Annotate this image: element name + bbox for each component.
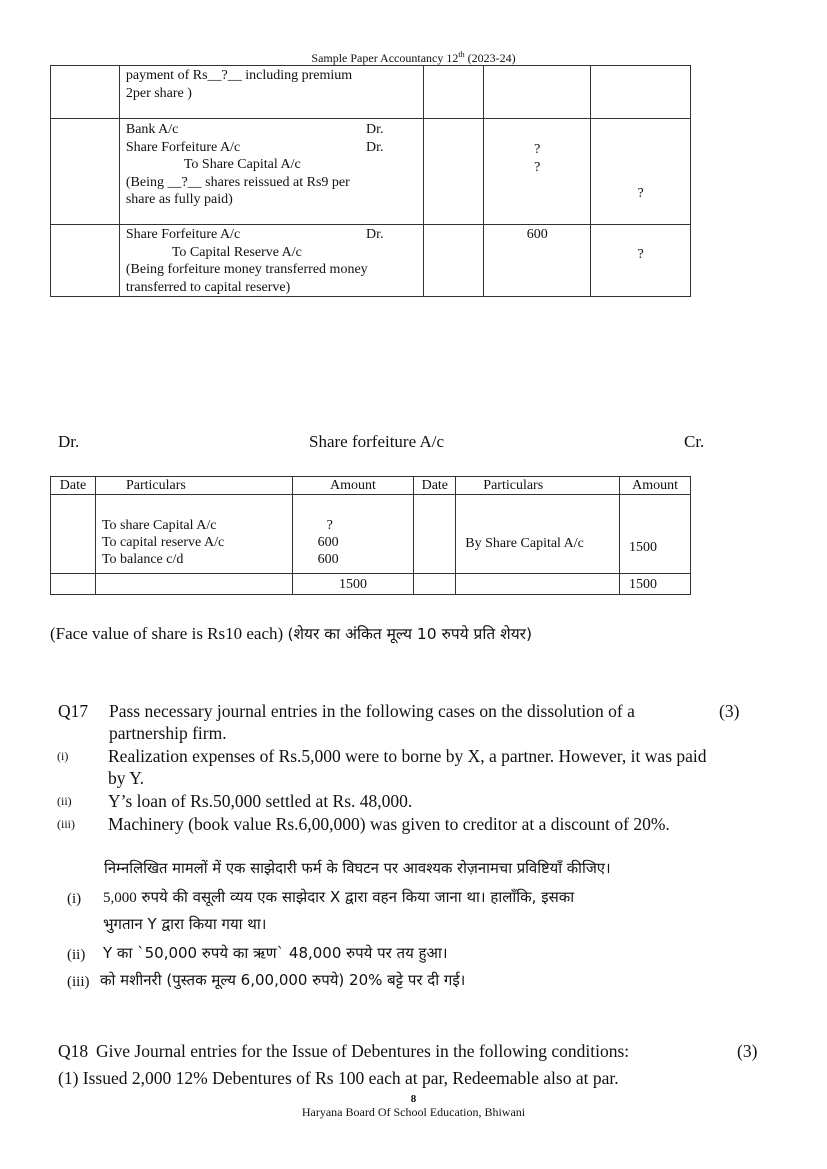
narration: transferred to capital reserve) bbox=[125, 279, 291, 295]
debit-amount: ? bbox=[534, 159, 541, 175]
entry-line: payment of Rs__?__ including premium bbox=[125, 68, 353, 83]
hindi-item-text: को मशीनरी (पुस्तक मूल्य 6,00,000 रुपये) 20% बट्टे पर दी गई। bbox=[100, 971, 466, 989]
account-name: To Capital Reserve A/c bbox=[171, 244, 302, 260]
ledger-header-row bbox=[51, 477, 691, 495]
ledger-particular: To share Capital A/c bbox=[101, 518, 217, 533]
ledger-table bbox=[50, 476, 691, 595]
question-number: Q17 bbox=[58, 701, 89, 721]
journal-table bbox=[50, 65, 691, 297]
hindi-item-number: (i) bbox=[67, 891, 82, 907]
narration: (Being __?__ shares reissued at Rs9 per bbox=[125, 174, 350, 190]
col-header: Amount bbox=[292, 477, 414, 495]
narration: (Being forfeiture money transferred money bbox=[125, 262, 368, 277]
cr-heading: Cr. bbox=[684, 432, 705, 451]
item-text: Machinery (book value Rs.6,00,000) was given to creditor at a discount of 20%. bbox=[108, 814, 670, 834]
debit-amount: ? bbox=[534, 142, 541, 157]
journal-row bbox=[51, 66, 691, 119]
entry-line: 2per share ) bbox=[125, 85, 192, 101]
account-title: Share forfeiture A/c bbox=[309, 432, 444, 451]
credit-amount: ? bbox=[637, 247, 644, 262]
item-number: (ii) bbox=[57, 794, 72, 808]
ledger-amount: 600 bbox=[317, 535, 339, 550]
dr-label: Dr. bbox=[365, 139, 384, 155]
ledger-amount: 1500 bbox=[629, 540, 658, 555]
debit-amount: 600 bbox=[526, 227, 548, 242]
account-name: Bank A/c bbox=[125, 122, 179, 137]
footer-board: Haryana Board Of School Education, Bhiwani bbox=[301, 1105, 526, 1119]
account-name: Share Forfeiture A/c bbox=[125, 227, 241, 242]
item-number: (iii) bbox=[57, 817, 75, 831]
dr-label: Dr. bbox=[365, 122, 384, 137]
page-header: Sample Paper Accountancy 12th (2023-24) bbox=[311, 50, 516, 65]
account-name: Share Forfeiture A/c bbox=[125, 139, 241, 155]
hindi-item-text: भुगतान Y द्वारा किया गया था। bbox=[103, 915, 267, 933]
item-number: (i) bbox=[57, 749, 69, 763]
question-marks: (3) bbox=[719, 701, 740, 721]
hindi-item-text: 5,000 रुपये की वसूली व्यय एक साझेदार X द्वारा वहन किया जाना था। हालाँकि, इसका bbox=[103, 888, 575, 906]
col-header: Particulars bbox=[456, 477, 620, 495]
question-text: Pass necessary journal entries in the following cases on the dissolution of a bbox=[109, 701, 635, 721]
col-header: Amount bbox=[620, 477, 691, 495]
journal-row bbox=[51, 225, 691, 297]
ledger-amount: ? bbox=[326, 518, 333, 533]
question-text: Give Journal entries for the Issue of Debentures in the following conditions: bbox=[96, 1041, 630, 1061]
col-header: Date bbox=[51, 477, 96, 495]
hindi-item-text: Y का `50,000 रुपये का ऋण` 48,000 रुपये पर तय हुआ। bbox=[103, 944, 448, 962]
item-text: Realization expenses of Rs.5,000 were to borne by X, a partner. However, it was paid bbox=[108, 746, 707, 766]
hindi-item-number: (ii) bbox=[67, 947, 86, 963]
col-header: Particulars bbox=[95, 477, 292, 495]
col-header: Date bbox=[414, 477, 456, 495]
question-number: Q18 bbox=[58, 1041, 89, 1061]
item-text: by Y. bbox=[108, 768, 144, 788]
face-value-note: (Face value of share is Rs10 each) (शेयर का अंकित मूल्य 10 रुपये प्रति शेयर) bbox=[50, 624, 533, 643]
question-text: partnership firm. bbox=[109, 723, 227, 743]
credit-amount: ? bbox=[637, 186, 644, 201]
ledger-body-row bbox=[51, 495, 691, 574]
page-number: 8 bbox=[410, 1093, 417, 1105]
hindi-item-number: (iii) bbox=[67, 974, 90, 990]
account-name: To Share Capital A/c bbox=[183, 157, 301, 172]
ledger-total: 1500 bbox=[292, 574, 414, 595]
ledger-amount: 600 bbox=[317, 552, 339, 567]
ledger-particular: To capital reserve A/c bbox=[101, 535, 225, 550]
ledger-total: 1500 bbox=[620, 574, 691, 595]
ledger-particular: By Share Capital A/c bbox=[465, 536, 584, 551]
ledger-total-row bbox=[51, 574, 691, 595]
ledger-particular: To balance c/d bbox=[101, 552, 184, 567]
journal-row bbox=[51, 119, 691, 225]
hindi-intro: निम्नलिखित मामलों में एक साझेदारी फर्म के विघटन पर आवश्यक रोज़नामचा प्रविष्टियाँ कीजिए। bbox=[104, 860, 611, 877]
dr-heading: Dr. bbox=[58, 432, 80, 451]
item-text: Y’s loan of Rs.50,000 settled at Rs. 48,000. bbox=[108, 791, 413, 811]
question-item: (1) Issued 2,000 12% Debentures of Rs 100 each at par, Redeemable also at par. bbox=[58, 1068, 619, 1088]
narration: share as fully paid) bbox=[125, 192, 233, 207]
dr-label: Dr. bbox=[365, 227, 384, 242]
question-marks: (3) bbox=[737, 1041, 758, 1061]
